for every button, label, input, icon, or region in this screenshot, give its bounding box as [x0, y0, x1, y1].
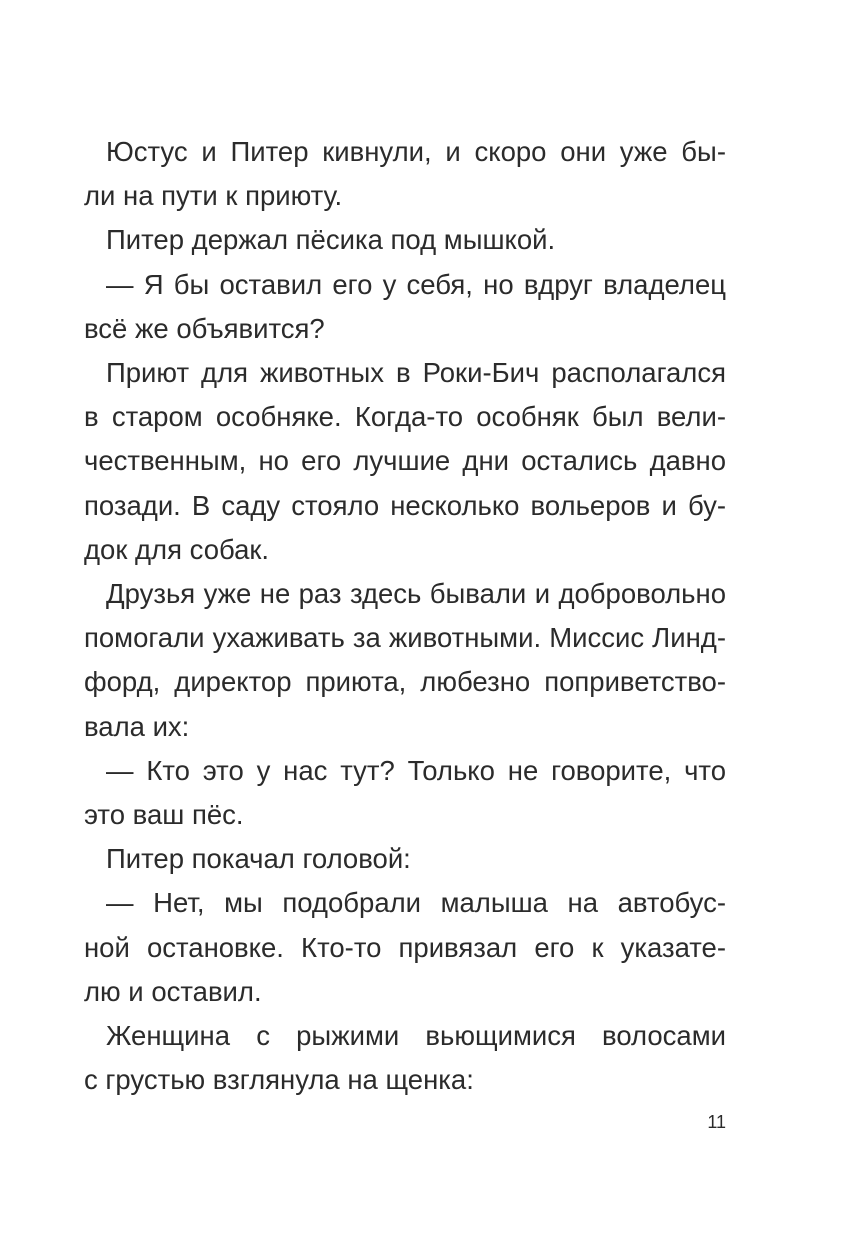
text-line: ной остановке. Кто-то привязал его к указате- [84, 931, 726, 963]
text-line: всё же объявится? [84, 312, 325, 344]
text-line: чественным, но его лучшие дни остались давно [84, 445, 726, 477]
text-line: Друзья уже не раз здесь бывали и добровольно [106, 578, 726, 610]
text-line: позади. В саду стояло несколько вольеров и бу- [84, 489, 726, 521]
text-line: — Кто это у нас тут? Только не говорите, что [106, 754, 726, 786]
text-line: Питер покачал головой: [106, 843, 411, 875]
text-line: в старом особняке. Когда-то особняк был вели- [84, 401, 726, 433]
text-line: док для собак. [84, 533, 270, 565]
paragraph [84, 1014, 726, 1102]
text-line: — Нет, мы подобрали малыша на автобус- [106, 887, 726, 919]
text-line: вала их: [84, 710, 190, 742]
paragraph [84, 130, 726, 218]
paragraph [84, 351, 726, 572]
paragraph [84, 218, 726, 262]
dialogue-paragraph [84, 749, 726, 837]
paragraph [84, 572, 726, 749]
page-number: 11 [707, 1112, 726, 1132]
text-line: Приют для животных в Роки-Бич располагался [106, 357, 726, 389]
page-text [84, 130, 726, 1102]
paragraph [84, 837, 726, 881]
text-line: помогали ухаживать за животными. Миссис Линд- [84, 622, 726, 654]
text-line: Питер держал пёсика под мышкой. [106, 224, 556, 256]
text-line: форд, директор приюта, любезно поприветство- [84, 666, 726, 698]
text-line: с грустью взглянула на щенка: [84, 1064, 474, 1096]
text-line: ли на пути к приюту. [84, 180, 343, 212]
dialogue-paragraph [84, 263, 726, 351]
text-line: — Я бы оставил его у себя, но вдруг владелец [106, 268, 726, 300]
dialogue-paragraph [84, 881, 726, 1014]
text-line: это ваш пёс. [84, 799, 244, 831]
text-line: Юстус и Питер кивнули, и скоро они уже бы- [106, 136, 726, 167]
text-line: лю и оставил. [84, 975, 262, 1007]
text-line: Женщина с рыжими вьющимися волосами [106, 1020, 726, 1052]
